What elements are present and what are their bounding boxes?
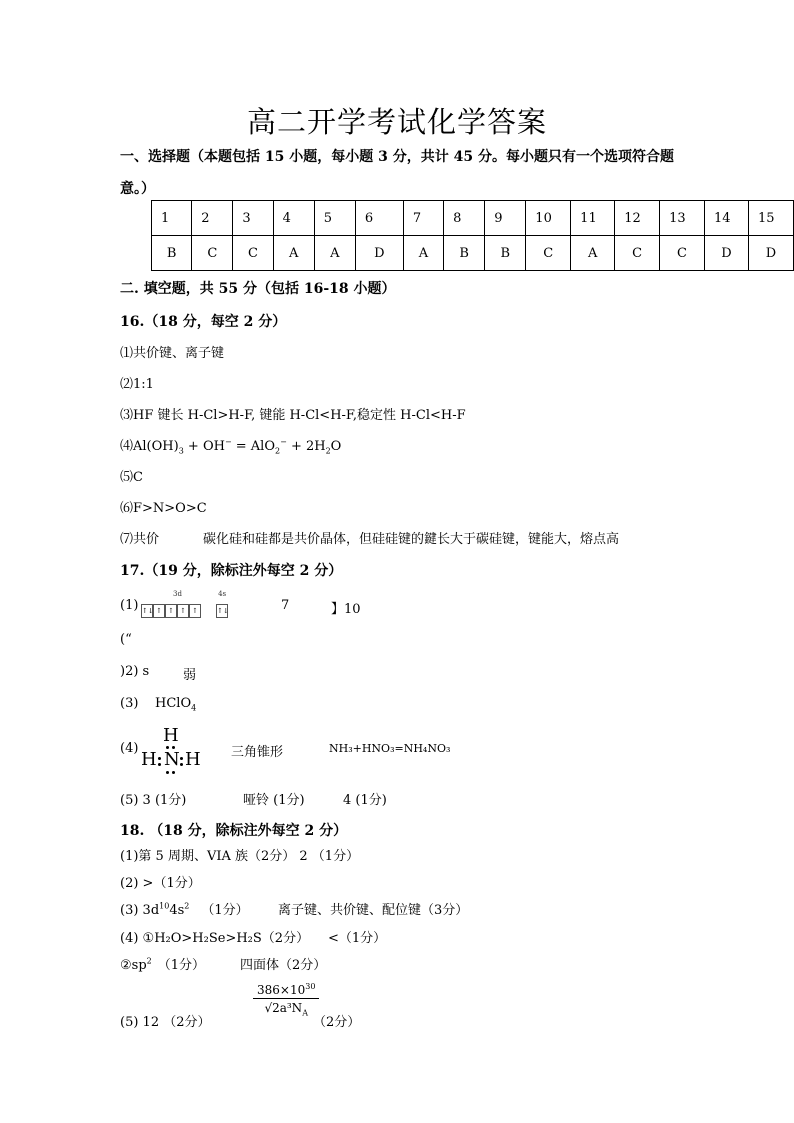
q17-answer-5a: (5) 3 (1分) [120,793,187,808]
answer-cell: D [704,236,748,271]
answer-cell: A [571,236,615,271]
answer-cell: A [273,236,314,271]
section1-heading: 一、选择题（本题包括 15 小题，每小题 3 分，共计 45 分。每小题只有一个选项符合题 [120,149,674,165]
question-number-cell: 6 [355,201,403,236]
answer-table [151,200,794,271]
orbital-box: ↑↓ [216,604,228,618]
answer-cell: B [485,236,526,271]
question-number-cell: 10 [526,201,571,236]
orbital-3d-label: 3d [173,590,182,598]
q17-answer-1-val2: 】10 [331,602,361,617]
q18-answer-4a: (4) ①H₂O>H₂Se>H₂S（2分） [120,931,310,946]
lewis-h-left: H [141,749,157,770]
electron-dot [166,771,169,774]
page-title: 高二开学考试化学答案 [246,105,547,139]
q18-answer-3a: (3) $3d^{10}4s^2$ （1分） [120,901,249,918]
q18-answer-2: (2) >（1分） [120,876,201,891]
orbital-box: ↑↓ [141,604,153,618]
answer-cell: B [444,236,485,271]
answer-cell: C [526,236,571,271]
section2-heading: 二. 填空题，共 55 分（包括 16-18 小题） [120,281,396,297]
orbital-diagram [141,590,229,619]
answer-cell: A [403,236,443,271]
orbital-box: ↑ [177,604,189,618]
stray-mark: (“ [120,632,132,647]
question-number-cell: 7 [403,201,443,236]
orbital-box: ↑ [153,604,165,618]
question-number-cell: 9 [485,201,526,236]
q17-answer-5c: 4 (1分) [343,793,387,808]
orbital-box: ↑ [165,604,177,618]
orbital-box: ↑ [189,604,201,618]
orbital-4s [216,590,229,619]
lewis-n: N [164,749,180,770]
question-number-cell: 14 [704,201,748,236]
q16-answer-3: ⑶HF 键长 H-Cl>H-F, 键能 H-Cl<H-F,稳定性 H-Cl<H-F [120,408,466,423]
fraction-denominator: $√2a^3N_A$ [264,1001,308,1018]
answer-cell: D [748,236,793,271]
q18-answer-1: (1)第 5 周期、VIA 族（2分） 2 （1分） [120,849,360,864]
q18-heading: 18. （18 分，除标注外每空 2 分） [120,823,348,839]
q18-answer-4d: 四面体（2分） [240,958,327,973]
q16-answer-7a: ⑺共价 [120,532,160,547]
question-number-cell: 4 [273,201,314,236]
question-number-cell: 11 [571,201,615,236]
answer-cell: C [660,236,705,271]
q17-answer-4-label: (4) [120,741,139,756]
q17-answer-2-label: )2) s [120,664,150,679]
answer-cell: C [192,236,233,271]
q18-answer-5b: （2分） [313,1015,361,1030]
q17-answer-5b: 哑铃 (1分) [243,793,305,808]
q17-answer-1-label: (1) [120,598,139,613]
electron-dot [172,746,175,749]
question-number-cell: 13 [660,201,705,236]
q18-answer-5a: (5) 12 （2分） [120,1015,211,1030]
q17-heading: 17.（19 分，除标注外每空 2 分） [120,563,343,579]
q17-answer-4-equation: NH₃+HNO₃=NH₄NO₃ [329,742,451,755]
answer-cell: A [314,236,355,271]
q18-answer-3b: 离子键、共价键、配位键（3分） [278,903,469,918]
answer-table-answer-row [152,236,794,271]
electron-dot [158,763,161,766]
answer-cell: D [355,236,403,271]
answer-table-number-row [152,201,794,236]
question-number-cell: 2 [192,201,233,236]
q17-answer-3-val: HClO$_4$ [155,696,197,713]
electron-dot [180,757,183,760]
question-number-cell: 1 [152,201,192,236]
q17-answer-2-val: 弱 [183,668,197,683]
electron-dot [166,746,169,749]
orbital-4s-label: 4s [218,590,227,598]
q17-answer-1-val1: 7 [281,598,290,613]
lewis-structure-nh3 [139,725,209,775]
q16-answer-1: ⑴共价键、离子键 [120,346,225,361]
answer-cell: C [615,236,660,271]
electron-dot [158,757,161,760]
q16-answer-4: $⑷Al(OH)_3 + OH^- = AlO_2^- + 2H_2O$ [120,437,342,456]
question-number-cell: 12 [615,201,660,236]
lewis-h-right: H [185,749,201,770]
question-number-cell: 8 [444,201,485,236]
question-number-cell: 3 [233,201,273,236]
q16-answer-2: ⑵1:1 [120,377,154,392]
q16-heading: 16.（18 分，每空 2 分） [120,314,287,330]
electron-dot [180,763,183,766]
section1-heading-cont: 意。） [120,181,155,197]
fraction-numerator: $386\times 10^{30}$ [253,982,319,999]
q17-answer-3-label: (3) [120,696,139,711]
q18-answer-4b: <（1分） [328,931,387,946]
q16-answer-6: ⑹F>N>O>C [120,501,207,516]
q16-answer-5: ⑸C [120,470,143,485]
orbital-3d [141,590,201,619]
question-number-cell: 15 [748,201,793,236]
electron-dot [172,771,175,774]
question-number-cell: 5 [314,201,355,236]
answer-cell: C [233,236,273,271]
q18-answer-4c: $②sp^2$ （1分） [120,956,206,973]
q16-answer-7b: 碳化硅和硅都是共价晶体，但硅硅键的鍵长大于碳硅键，键能大，熔点高 [203,532,620,547]
q17-answer-4-shape: 三角锥形 [231,745,284,760]
answer-cell: B [152,236,192,271]
lewis-h-top: H [163,725,179,746]
density-fraction [253,982,319,1017]
